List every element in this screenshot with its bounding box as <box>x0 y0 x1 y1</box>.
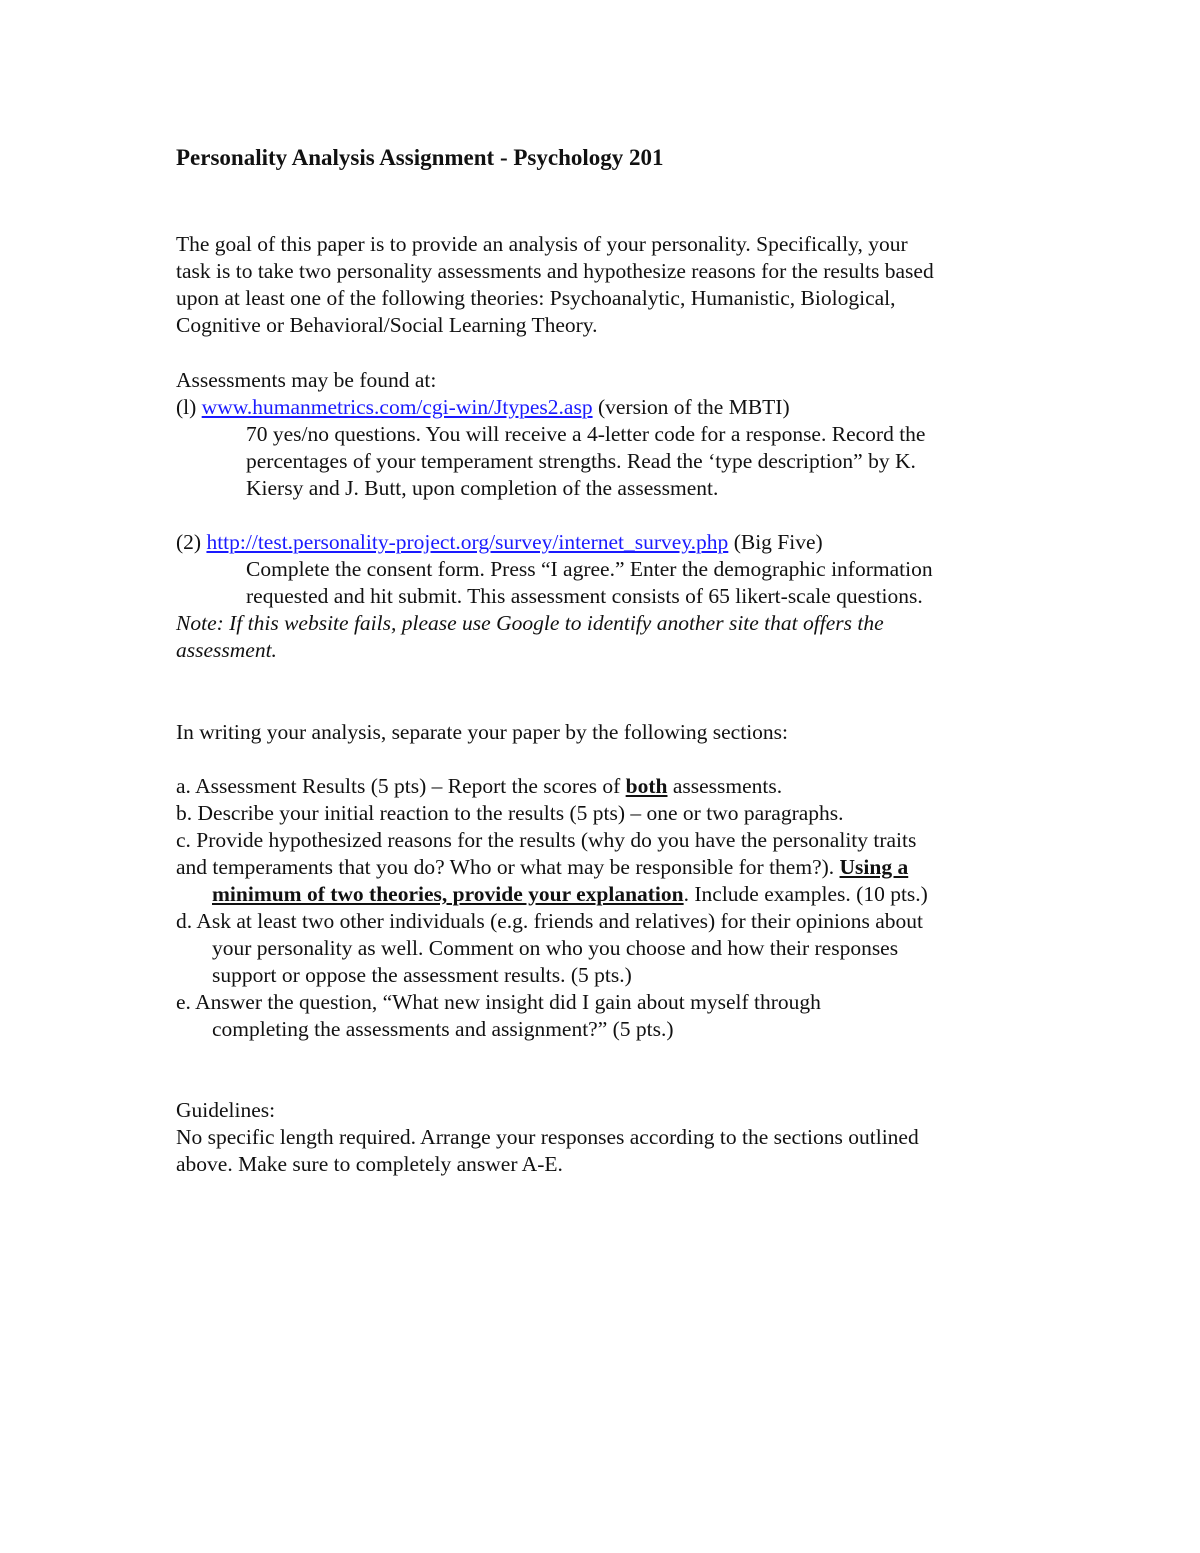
section-a-text: a. Assessment Results (5 pts) – Report the scores of <box>176 774 626 798</box>
sections-block <box>176 719 1036 746</box>
item-1-description: percentages of your temperament strengths. Read the ‘type description” by K. <box>246 449 916 473</box>
sections-heading: In writing your analysis, separate your paper by the following sections: <box>176 720 789 744</box>
section-a-text-end: assessments. <box>667 774 783 798</box>
item-note: (version of the MBTI) <box>592 395 790 419</box>
personality-project-link[interactable]: http://test.personality-project.org/survey/internet_survey.php <box>206 530 729 554</box>
humanmetrics-link[interactable]: www.humanmetrics.com/cgi-win/Jtypes2.asp <box>201 395 593 419</box>
assessment-item-1 <box>176 394 1036 421</box>
section-c-text-end: . Include examples. (10 pts.) <box>683 882 928 906</box>
section-c-emphasis: minimum of two theories, provide your explanation <box>212 882 684 906</box>
intro-line: Cognitive or Behavioral/Social Learning Theory. <box>176 313 598 337</box>
section-d-line: your personality as well. Comment on who you choose and how their responses <box>212 936 899 960</box>
assessments-heading: Assessments may be found at: <box>176 368 437 392</box>
item-2-description: Complete the consent form. Press “I agree.” Enter the demographic information <box>246 557 933 581</box>
section-a-emphasis: both <box>625 774 668 798</box>
sections-list <box>176 773 1036 1043</box>
guidelines-heading: Guidelines: <box>176 1098 276 1122</box>
section-a <box>176 773 1036 800</box>
section-d-line: support or oppose the assessment results. (5 pts.) <box>212 963 632 987</box>
item-marker: (l) <box>176 395 202 419</box>
assessment-item-2-block <box>176 529 1036 664</box>
intro-line: task is to take two personality assessments and hypothesize reasons for the results based <box>176 259 934 283</box>
page-title: Personality Analysis Assignment - Psychology 201 <box>176 145 664 170</box>
website-note: assessment. <box>176 638 277 662</box>
section-d-line: d. Ask at least two other individuals (e.g. friends and relatives) for their opinions about <box>176 909 923 933</box>
item-marker: (2) <box>176 530 207 554</box>
item-1-description: Kiersy and J. Butt, upon completion of the assessment. <box>246 476 719 500</box>
section-c-text: and temperaments that you do? Who or what may be responsible for them?). <box>176 855 840 879</box>
intro-line: upon at least one of the following theories: Psychoanalytic, Humanistic, Biological, <box>176 286 896 310</box>
website-note: Note: If this website fails, please use Google to identify another site that offers the <box>176 611 884 635</box>
intro-paragraph <box>176 231 1036 339</box>
section-c-line-3 <box>176 881 1036 908</box>
assessments-block <box>176 367 1036 502</box>
item-2-description: requested and hit submit. This assessment consists of 65 likert-scale questions. <box>246 584 923 608</box>
item-note: (Big Five) <box>728 530 823 554</box>
section-c-line-2 <box>176 854 1036 881</box>
section-c-emphasis: Using a <box>839 855 909 879</box>
section-c-line-1: c. Provide hypothesized reasons for the results (why do you have the personality traits <box>176 828 917 852</box>
assessment-item-2 <box>176 529 1036 556</box>
intro-line: The goal of this paper is to provide an analysis of your personality. Specifically, your <box>176 232 908 256</box>
section-e-line: completing the assessments and assignment?” (5 pts.) <box>212 1017 674 1041</box>
guidelines-line: No specific length required. Arrange your responses according to the sections outlined <box>176 1125 919 1149</box>
section-e-line: e. Answer the question, “What new insight did I gain about myself through <box>176 990 821 1014</box>
section-b: b. Describe your initial reaction to the results (5 pts) – one or two paragraphs. <box>176 801 844 825</box>
item-1-description: 70 yes/no questions. You will receive a 4-letter code for a response. Record the <box>246 422 926 446</box>
guidelines-block <box>176 1097 1036 1178</box>
guidelines-line: above. Make sure to completely answer A-E. <box>176 1152 563 1176</box>
